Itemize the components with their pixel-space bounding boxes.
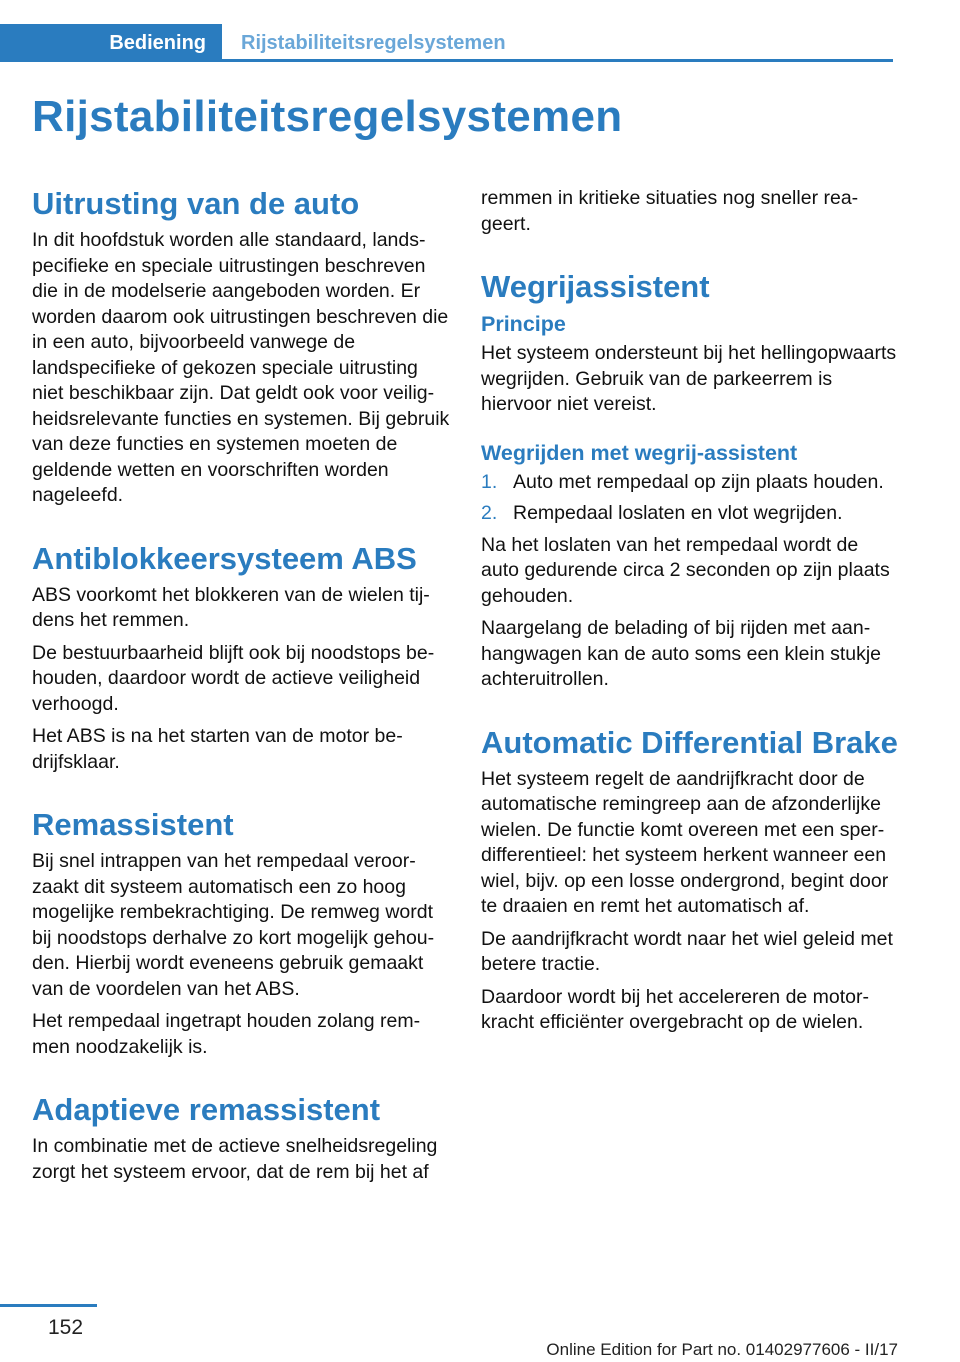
edition-note: Online Edition for Part no. 01402977606 - II/17: [546, 1340, 898, 1359]
paragraph: Na het loslaten van het rempedaal wordt de auto gedurende circa 2 seconden op zijn plaats gehouden.: [481, 533, 890, 607]
paragraph: Bij snel intrappen van het rempedaal veroorzaakt dit systeem automatisch een zo hoog mogelijke rembekrachtiging. De remweg wordt bij noodstops derhalve zo kort mogelijk gehouden. Hierbij wordt eveneens gebruik gemaakt van de voordelen van het ABS.: [32, 850, 435, 1000]
list-item: [481, 501, 899, 527]
paragraph: De bestuurbaarheid blijft ook bij noodstops behouden, daardoor wordt de actieve veiligheid verhoogd.: [32, 641, 435, 715]
header-rule: [222, 59, 893, 62]
step-text: Auto met rempedaal op zijn plaats houden.: [513, 470, 884, 493]
step-number: 2.: [481, 502, 498, 524]
step-text: Rempedaal loslaten en vlot wegrijden.: [513, 502, 843, 524]
paragraph: ABS voorkomt het blokkeren van de wielen tijdens het remmen.: [32, 583, 430, 631]
paragraph: Het rempedaal ingetrapt houden zolang remmen noodzakelijk is.: [32, 1010, 421, 1058]
right-column: [481, 186, 899, 1043]
paragraph: remmen in kritieke situaties nog sneller reageert.: [481, 187, 859, 235]
paragraph: Het systeem regelt de aandrijfkracht door de automatische remingreep aan de afzonderlijke wielen. De functie komt overeen met een sperdifferentieel: het systeem herkent wanneer een wiel, bijv. op een losse ondergrond, begint door te draaien en remt het automatisch af.: [481, 767, 889, 917]
paragraph: Daardoor wordt bij het accelereren de motorkracht efficiënter overgebracht op de wielen.: [481, 985, 870, 1033]
left-column: [32, 186, 450, 1192]
page-title: Rijstabiliteitsregelsystemen: [32, 92, 623, 141]
heading-wegrijassistent: Wegrijassistent: [481, 269, 710, 304]
running-header: [0, 24, 893, 62]
footer-rule: [0, 1304, 97, 1307]
chapter-tab: Rijstabiliteitsregelsystemen: [241, 32, 506, 54]
paragraph: In dit hoofdstuk worden alle standaard, landspecifieke en speciale uitrustingen beschreven die in de modelserie aangeboden worden. Er worden daarom ook uitrustingen beschreven die in een auto, bijvoorbeeld vanwege de landspecifieke of gekozen speciale uitrusting niet beschikbaar zijn. Dat geldt ook voor veiligheidsrelevante functies en systemen. Bij gebruik van deze functies en systemen moeten de geldende wetten en voorschriften worden nageleefd.: [32, 229, 450, 506]
section-tab: Bediening: [0, 24, 222, 62]
paragraph: De aandrijfkracht wordt naar het wiel geleid met betere tractie.: [481, 927, 893, 975]
subheading-wegrijden: Wegrijden met wegrij-assistent: [481, 440, 798, 465]
heading-abs: Antiblokkeersysteem ABS: [32, 540, 417, 576]
step-number: 1.: [481, 470, 498, 493]
heading-remassistent: Remassistent: [32, 807, 234, 842]
steps-list: [481, 470, 899, 527]
page-number: 152: [48, 1316, 84, 1339]
heading-automatic-differential-brake: Automatic Differential Brake: [481, 724, 898, 760]
paragraph: In combinatie met de actieve snelheidsregeling zorgt het systeem ervoor, dat de rem bij het af: [32, 1135, 438, 1183]
paragraph: Het ABS is na het starten van de motor bedrijfsklaar.: [32, 725, 403, 773]
heading-adaptieve-remassistent: Adaptieve remassistent: [32, 1092, 381, 1127]
paragraph: Het systeem ondersteunt bij het hellingopwaarts wegrijden. Gebruik van de parkeerrem is hiervoor niet vereist.: [481, 342, 897, 415]
subheading-principe: Principe: [481, 312, 566, 336]
heading-uitrusting: Uitrusting van de auto: [32, 186, 360, 221]
paragraph: Naargelang de belading of bij rijden met aanhangwagen kan de auto soms een klein stukje achteruitrollen.: [481, 617, 882, 690]
list-item: [481, 470, 899, 496]
